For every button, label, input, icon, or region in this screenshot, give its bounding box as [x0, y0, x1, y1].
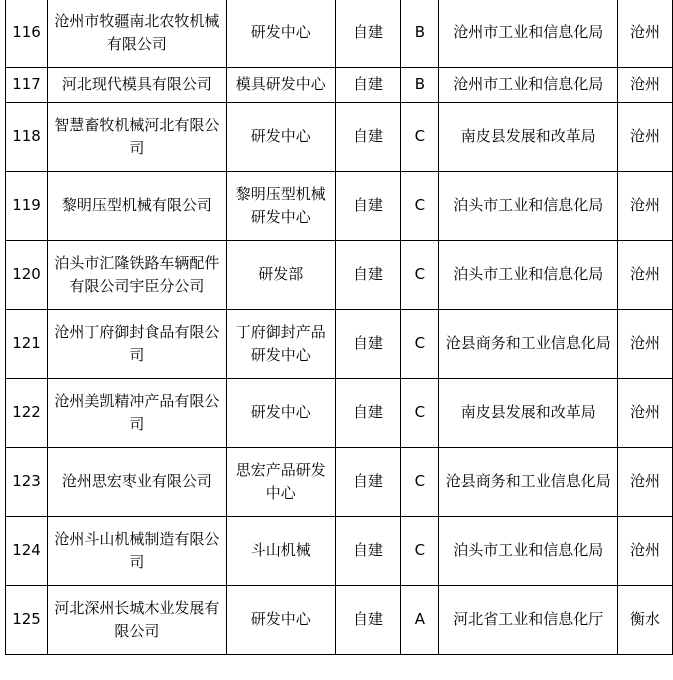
cell-dept: 沧州市工业和信息化局: [439, 0, 618, 68]
cell-level: C: [401, 103, 439, 172]
cell-type: 自建: [335, 172, 400, 241]
cell-dept: 泊头市工业和信息化局: [439, 241, 618, 310]
table-row: [6, 379, 673, 448]
cell-no: 122: [6, 379, 48, 448]
cell-city: 沧州: [618, 448, 673, 517]
cell-level: C: [401, 517, 439, 586]
cell-company: 河北现代模具有限公司: [48, 68, 227, 103]
table-row: [6, 68, 673, 103]
cell-platform: 研发中心: [226, 586, 335, 655]
cell-no: 121: [6, 310, 48, 379]
cell-level: C: [401, 172, 439, 241]
cell-level: C: [401, 379, 439, 448]
cell-city: 沧州: [618, 241, 673, 310]
cell-no: 124: [6, 517, 48, 586]
table-row: [6, 103, 673, 172]
cell-company: 黎明压型机械有限公司: [48, 172, 227, 241]
cell-no: 116: [6, 0, 48, 68]
cell-city: 沧州: [618, 103, 673, 172]
cell-company: 河北深州长城木业发展有限公司: [48, 586, 227, 655]
cell-platform: 思宏产品研发中心: [226, 448, 335, 517]
enterprise-table: [5, 0, 673, 655]
cell-no: 119: [6, 172, 48, 241]
cell-no: 117: [6, 68, 48, 103]
cell-platform: 研发中心: [226, 0, 335, 68]
cell-level: C: [401, 241, 439, 310]
cell-city: 衡水: [618, 586, 673, 655]
cell-platform: 研发中心: [226, 103, 335, 172]
cell-company: 泊头市汇隆铁路车辆配件有限公司宇臣分公司: [48, 241, 227, 310]
cell-company: 沧州美凯精冲产品有限公司: [48, 379, 227, 448]
cell-type: 自建: [335, 379, 400, 448]
table-row: [6, 310, 673, 379]
cell-platform: 模具研发中心: [226, 68, 335, 103]
cell-dept: 沧州市工业和信息化局: [439, 68, 618, 103]
cell-platform: 研发中心: [226, 379, 335, 448]
table-row: [6, 0, 673, 68]
cell-company: 沧州思宏枣业有限公司: [48, 448, 227, 517]
cell-type: 自建: [335, 241, 400, 310]
cell-type: 自建: [335, 448, 400, 517]
cell-dept: 沧县商务和工业信息化局: [439, 448, 618, 517]
cell-no: 123: [6, 448, 48, 517]
table-row: [6, 241, 673, 310]
cell-level: B: [401, 0, 439, 68]
cell-dept: 泊头市工业和信息化局: [439, 172, 618, 241]
cell-type: 自建: [335, 0, 400, 68]
cell-city: 沧州: [618, 517, 673, 586]
cell-company: 沧州市牧疆南北农牧机械有限公司: [48, 0, 227, 68]
cell-platform: 斗山机械: [226, 517, 335, 586]
cell-no: 118: [6, 103, 48, 172]
cell-dept: 河北省工业和信息化厅: [439, 586, 618, 655]
cell-city: 沧州: [618, 172, 673, 241]
cell-level: B: [401, 68, 439, 103]
cell-platform: 黎明压型机械研发中心: [226, 172, 335, 241]
table-row: [6, 172, 673, 241]
cell-dept: 沧县商务和工业信息化局: [439, 310, 618, 379]
cell-type: 自建: [335, 517, 400, 586]
cell-no: 125: [6, 586, 48, 655]
cell-company: 沧州丁府御封食品有限公司: [48, 310, 227, 379]
cell-company: 智慧畜牧机械河北有限公司: [48, 103, 227, 172]
cell-type: 自建: [335, 103, 400, 172]
cell-dept: 南皮县发展和改革局: [439, 103, 618, 172]
table-row: [6, 586, 673, 655]
cell-type: 自建: [335, 68, 400, 103]
cell-dept: 泊头市工业和信息化局: [439, 517, 618, 586]
cell-type: 自建: [335, 586, 400, 655]
cell-city: 沧州: [618, 0, 673, 68]
cell-no: 120: [6, 241, 48, 310]
cell-company: 沧州斗山机械制造有限公司: [48, 517, 227, 586]
table-row: [6, 517, 673, 586]
cell-city: 沧州: [618, 310, 673, 379]
cell-platform: 研发部: [226, 241, 335, 310]
cell-level: C: [401, 448, 439, 517]
cell-city: 沧州: [618, 68, 673, 103]
cell-level: C: [401, 310, 439, 379]
table-row: [6, 448, 673, 517]
cell-platform: 丁府御封产品研发中心: [226, 310, 335, 379]
cell-dept: 南皮县发展和改革局: [439, 379, 618, 448]
cell-level: A: [401, 586, 439, 655]
cell-city: 沧州: [618, 379, 673, 448]
cell-type: 自建: [335, 310, 400, 379]
